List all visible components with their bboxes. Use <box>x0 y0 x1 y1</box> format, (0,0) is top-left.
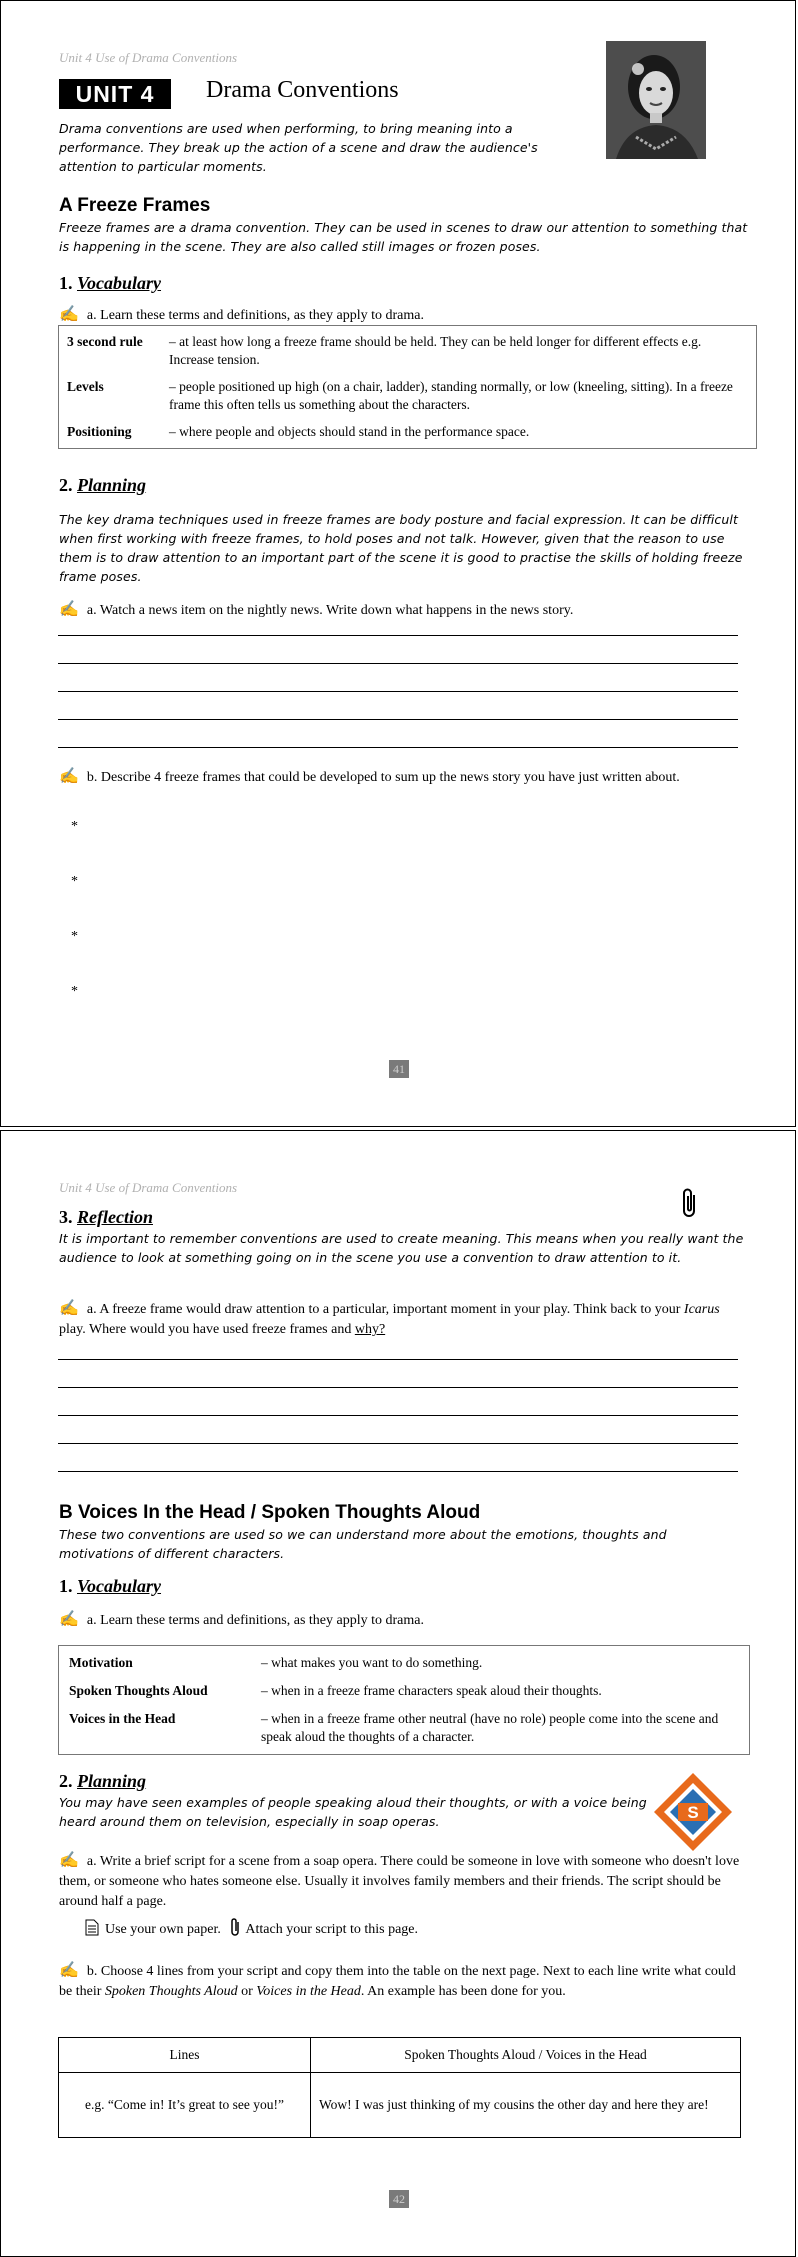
answer-line[interactable] <box>58 719 738 720</box>
term: Voices in the Head <box>69 1711 176 1726</box>
term: Motivation <box>69 1655 133 1670</box>
running-header: Unit 4 Use of Drama Conventions <box>59 1180 238 1195</box>
planning-task-a: ✍ a. Write a brief script for a scene from a soap opera. There could be someone in love with someone who doesn't love them, or someone who hates someone else. Usually it involves family members and their friends. The script should be around half a page. <box>59 1852 740 1909</box>
term: Positioning <box>67 424 132 439</box>
section-b-title: B Voices In the Head / Spoken Thoughts Aloud <box>59 1502 481 1523</box>
answer-line[interactable] <box>58 1471 738 1472</box>
answer-line[interactable] <box>58 1415 738 1416</box>
definition: – when in a freeze frame characters speak aloud their thoughts. <box>261 1683 602 1698</box>
reflection-task-a: ✍ a. A freeze frame would draw attention to a particular, important moment in your play. Think back to your Icarus play. Where would you have used freeze frames and why? <box>59 1300 720 1337</box>
vocab-title: Vocabulary <box>77 273 162 293</box>
term: Levels <box>67 379 104 394</box>
writing-hand-icon: ✍ <box>59 1962 79 1979</box>
svg-text:S: S <box>687 1803 699 1822</box>
reflection-title: Reflection <box>77 1207 153 1227</box>
planning-task-b: ✍ b. Choose 4 lines from your script and copy them into the table on the next page. Next to each line write what could be their Spoken Thoughts Aloud or Voices in the Head. An example has been done for you. <box>59 1962 736 1999</box>
reflection-text: It is important to remember conventions are used to create meaning. This means when you really want the audience to look at something going on in the scene you use a convention to draw attention to it. <box>59 1231 744 1265</box>
writing-hand-icon: ✍ <box>59 1611 79 1628</box>
section-a-text: Freeze frames are a drama convention. They can be used in scenes to draw our attention to something that is happening in the scene. They are also called still images or frozen poses. <box>59 220 748 254</box>
writing-hand-icon: ✍ <box>59 1300 79 1317</box>
bullet: * <box>71 929 78 944</box>
writing-hand-icon: ✍ <box>59 306 79 323</box>
planning-title: Planning <box>77 1771 147 1791</box>
vocab-table <box>61 330 754 444</box>
page-42 <box>0 1130 796 2257</box>
reflection-heading <box>59 1207 153 1228</box>
lines-table <box>58 2037 741 2138</box>
s-diamond-logo <box>652 1771 734 1858</box>
column-header: Lines <box>59 2038 311 2073</box>
vocab-instruction: ✍ a. Learn these terms and definitions, as they apply to drama. <box>59 1611 424 1628</box>
intro-text: Drama conventions are used when performing, to bring meaning into a performance. They break up the action of a scene and draw the audience's attention to particular moments. <box>59 121 538 174</box>
writing-hand-icon: ✍ <box>59 601 79 618</box>
bullet: * <box>71 819 78 834</box>
answer-line[interactable] <box>58 635 738 636</box>
unit-label: UNIT 4 <box>59 79 171 109</box>
table-header-row <box>59 2038 741 2073</box>
planning-text: You may have seen examples of people speaking aloud their thoughts, or with a voice being heard around them on television, especially in soap operas. <box>59 1795 647 1829</box>
answer-line[interactable] <box>58 747 738 748</box>
term: 3 second rule <box>67 334 143 349</box>
planning-heading <box>59 475 146 496</box>
example-line: e.g. “Come in! It’s great to see you!” <box>59 2073 311 2138</box>
vocab-title: Vocabulary <box>77 1576 162 1596</box>
vocab-box <box>58 325 757 449</box>
table-row <box>61 372 754 417</box>
reflection-number: 3. <box>59 1207 73 1227</box>
table-row <box>63 1675 745 1703</box>
bullet: * <box>71 874 78 889</box>
answer-line[interactable] <box>58 1443 738 1444</box>
section-a-title: A Freeze Frames <box>59 195 211 216</box>
answer-line[interactable] <box>58 663 738 664</box>
paper-icon <box>85 1919 99 1941</box>
definition: – what makes you want to do something. <box>261 1655 483 1670</box>
running-header: Unit 4 Use of Drama Conventions <box>59 50 238 65</box>
vocab-number: 1. <box>59 1576 73 1596</box>
vocab-heading <box>59 1576 161 1597</box>
portrait-photo <box>606 41 706 159</box>
example-thought: Wow! I was just thinking of my cousins the other day and here they are! <box>311 2073 741 2138</box>
writing-hand-icon: ✍ <box>59 768 79 785</box>
planning-heading <box>59 1771 146 1792</box>
answer-line[interactable] <box>58 691 738 692</box>
table-row <box>61 330 754 372</box>
portrait-image <box>606 41 706 159</box>
planning-number: 2. <box>59 1771 73 1791</box>
vocab-number: 1. <box>59 273 73 293</box>
answer-line[interactable] <box>58 1359 738 1360</box>
table-row <box>63 1651 745 1675</box>
answer-line[interactable] <box>58 1387 738 1388</box>
paperclip-icon <box>230 1917 241 1942</box>
page-number: 41 <box>389 1060 409 1078</box>
planning-text: The key drama techniques used in freeze frames are body posture and facial expression. It can be difficult when first working with freeze frames, to hold poses and not talk. However, given that the reason to use them is to draw attention to an important part of the scene it is good to practise the skills of holding freeze frame poses. <box>59 512 743 584</box>
task-a-instruction: ✍ a. Watch a news item on the nightly news. Write down what happens in the news story. <box>59 601 574 618</box>
unit-title: Drama Conventions <box>206 77 399 103</box>
planning-number: 2. <box>59 475 73 495</box>
table-row <box>59 2073 741 2138</box>
definition: – when in a freeze frame other neutral (have no role) people come into the scene and speak aloud the thoughts of a character. <box>261 1711 719 1744</box>
term: Spoken Thoughts Aloud <box>69 1683 208 1698</box>
definition: – people positioned up high (on a chair, ladder), standing normally, or low (kneeling, sitting). In a freeze frame this often tells us something about the characters. <box>169 379 733 412</box>
bullet: * <box>71 984 78 999</box>
table-row <box>61 417 754 444</box>
definition: – where people and objects should stand in the performance space. <box>169 424 530 439</box>
page-number: 42 <box>389 2190 409 2208</box>
vocab-heading <box>59 273 161 294</box>
paperclip-icon <box>681 1187 699 1224</box>
vocab-table <box>63 1651 745 1749</box>
task-b-instruction: ✍ b. Describe 4 freeze frames that could be developed to sum up the news story you have just written about. <box>59 768 680 785</box>
vocab-box <box>58 1645 750 1755</box>
table-row <box>63 1703 745 1749</box>
planning-title: Planning <box>77 475 147 495</box>
paper-note: Use your own paper. Attach your script to this page. <box>85 1917 418 1942</box>
vocab-instruction: ✍ a. Learn these terms and definitions, as they apply to drama. <box>59 306 424 323</box>
writing-hand-icon: ✍ <box>59 1852 79 1869</box>
definition: – at least how long a freeze frame should be held. They can be held longer for different effects e.g. Increase tension. <box>169 334 702 367</box>
page-41 <box>0 0 796 1127</box>
section-b-text: These two conventions are used so we can understand more about the emotions, thoughts and motivations of different characters. <box>59 1527 667 1561</box>
column-header: Spoken Thoughts Aloud / Voices in the Head <box>311 2038 741 2073</box>
